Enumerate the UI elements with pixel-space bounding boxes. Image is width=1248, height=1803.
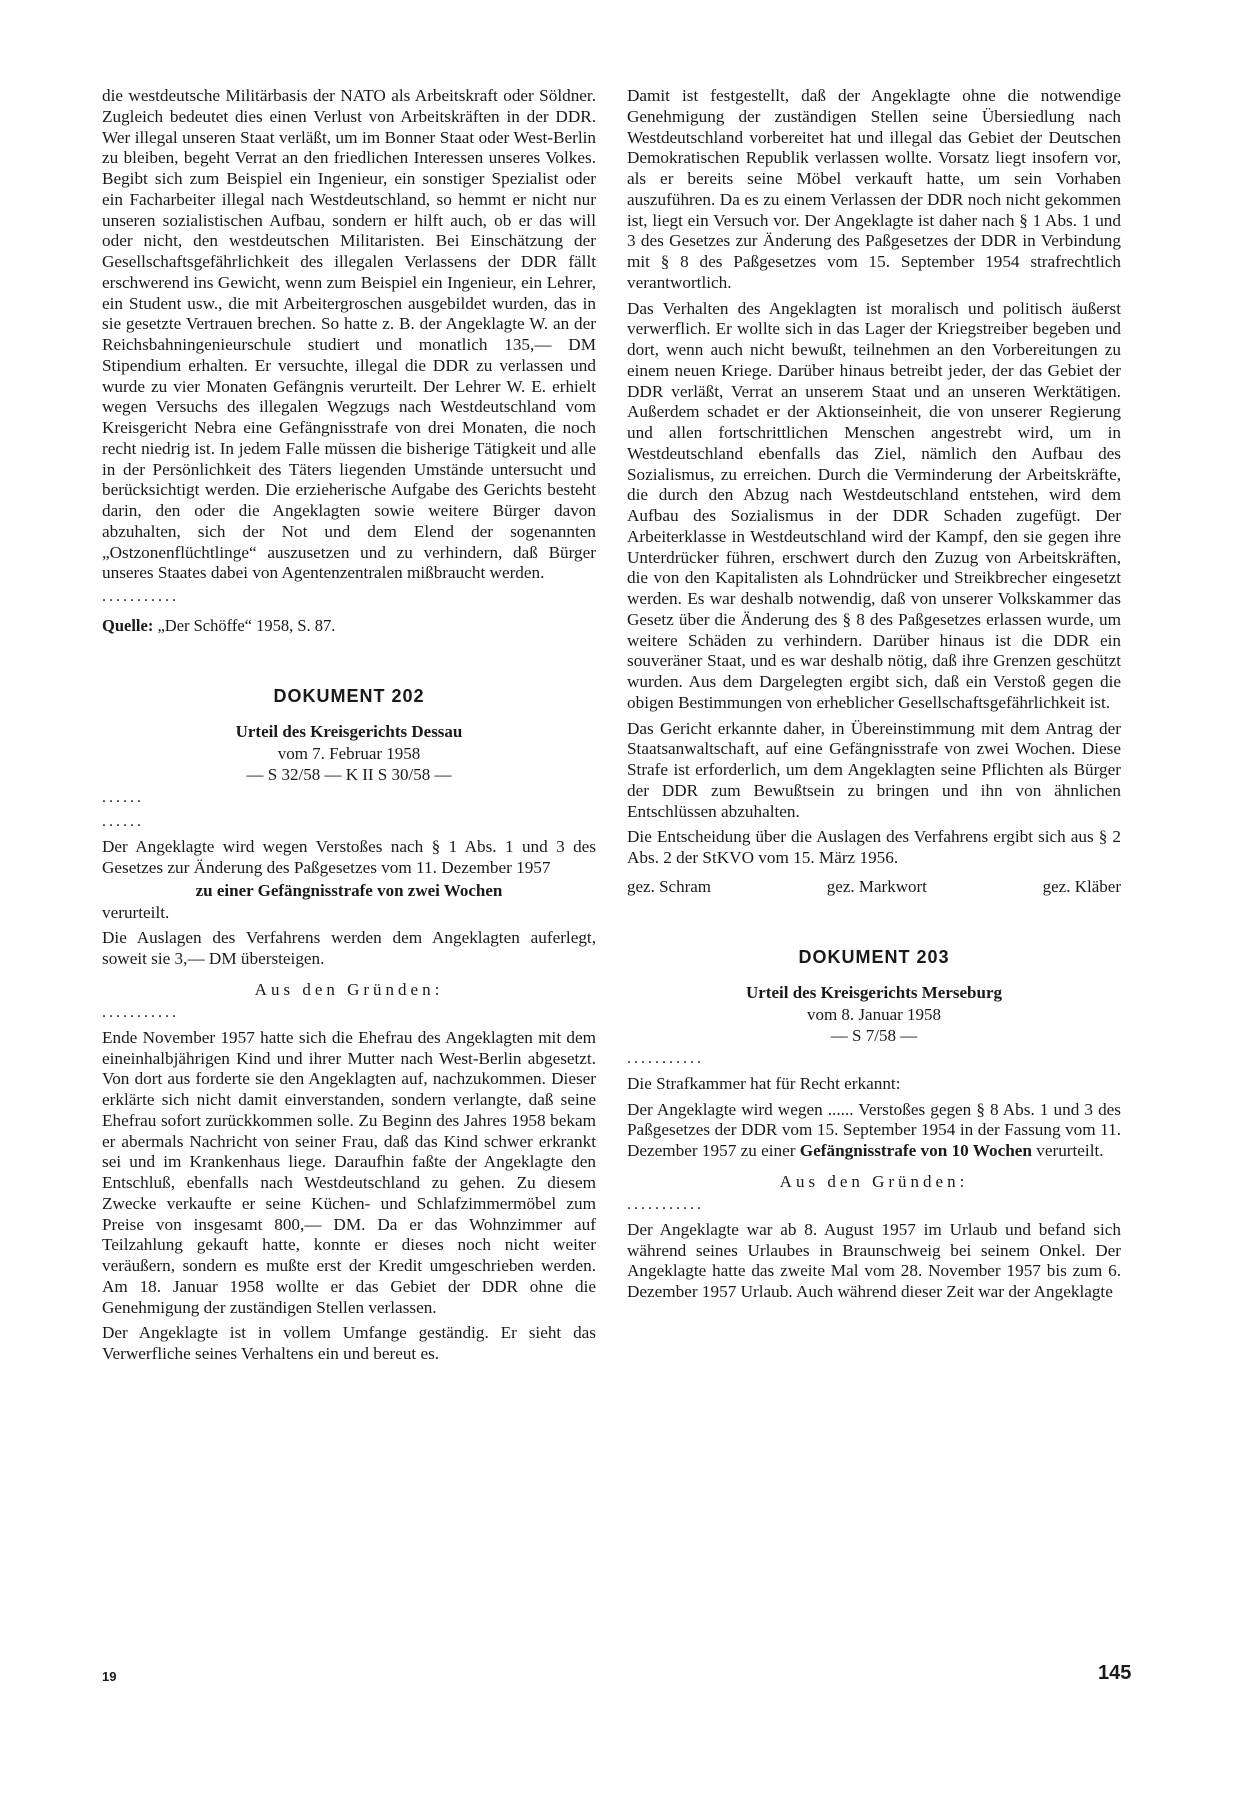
omission-dots: ........... (627, 1049, 704, 1067)
left-column (102, 86, 596, 1365)
source-text: „Der Schöffe“ 1958, S. 87. (157, 616, 336, 635)
document-202-confession: Der Angeklagte ist in vollem Umfange geständig. Er sieht das Verwerfliche seines Verhaltens ein und bereut es. (102, 1323, 596, 1363)
document-203-date: vom 8. Januar 1958 (806, 1004, 942, 1024)
document-202-facts: Ende November 1957 hatte sich die Ehefrau des Angeklagten mit dem eineinhalbjährigen Kind und ihrer Mutter nach West-Berlin abgesetzt. Von dort aus forderte sie den Angeklagten auf, nachzukommen. Dieser erklärte sich nicht damit einverstanden, sondern verlangte, daß seine Ehefrau sofort zurückkommen solle. Zu Beginn des Jahres 1958 bekam er abermals Nachricht von seiner Frau, daß das Kind schwer erkrankt sei und im Krankenhaus liege. Daraufhin faßte der Angeklagte den Entschluß, ebenfalls nach Westdeutschland zu gehen. Zu diesem Zwecke verkaufte er seine Küchen- und Schlafzimmermöbel zum Preise von insgesamt 800,— DM. Da er das Wohnzimmer auf Teilzahlung gekauft hatte, konnte er dieses noch nicht weiter veräußern, sondern es mußte erst der Kredit umgeschrieben werden. Am 18. Januar 1958 wollte er das Gebiet der DDR ohne die Genehmigung der zuständigen Stellen verlassen. (102, 1027, 596, 1317)
document-202-moral-judgement: Das Verhalten des Angeklagten ist moralisch und politisch äußerst verwerflich. Er wollte sich in das Lager der Kriegstreiber begeben und dort, wenn auch nicht bewußt, teilnehmen an den Vorbereitungen zu einem neuen Kriege. Darüber hinaus betreibt jeder, der das Gebiet der DDR verläßt, Verrat an unserem Staat und an unseren Werktätigen. Außerdem schadet er der Aktionseinheit, die von unserer Regierung und allen fortschrittlichen Menschen angestrebt wird, um in Westdeutschland ebenfalls das Ziel, nämlich den Aufbau des Sozialismus, zu erreichen. Durch die Verminderung der Arbeitskräfte, die durch den Abzug nach Westdeutschland entstehen, wird dem Aufbau des Sozialismus in der DDR Schaden zugefügt. Der Arbeiterklasse in Westdeutschland wird der Kampf, den sie gegen ihre Unterdrücker führen, erschwert durch den Zuzug von Arbeitskräften, die von den Kapitalisten als Lohndrücker und Streikbrecher eingesetzt werden. Es war deshalb notwendig, daß von unserer Volkskammer das Gesetz über die Änderung des § 8 des Paßgesetzes erlassen wurde, um weitere Schäden zu verhindern. Darüber hinaus ist die DDR ein souveräner Staat, und es war deshalb nötig, daß ihre Grenzen geschützt wurden. Aus dem Dargelegten ergibt sich, daß ein Verstoß gegen die obigen Bestimmungen von erheblicher Gesellschaftsgefährlichkeit ist. (627, 298, 1121, 712)
document-203-facts: Der Angeklagte war ab 8. August 1957 im Urlaub und befand sich während seines Urlaubes in Braunschweig bei seinem Onkel. Der Angeklagte hatte das zweite Mal vom 28. November 1957 bis zum 6. Dezember 1957 Urlaub. Auch während dieser Zeit war der Angeklagte (627, 1219, 1121, 1301)
document-202-reference: — S 32/58 — K II S 30/58 — (246, 765, 452, 784)
intro-paragraph: die westdeutsche Militärbasis der NATO als Arbeitskraft oder Söldner. Zugleich bedeutet dies einen Verlust von Arbeitskräften in der DDR. Wer illegal unseren Staat verläßt, um im Bonner Staat oder West-Berlin zu bleiben, begeht Verrat an den friedlichen Interessen unseres Volkes. Begibt sich zum Beispiel ein Ingenieur, ein sonstiger Spezialist oder ein Facharbeiter illegal nach Westdeutschland, so hemmt er nicht nur unseren sozialistischen Aufbau, sondern er hilft auch, ob er das will oder nicht, den westdeutschen Militaristen. Bei Einschätzung der Gesellschaftsgefährlichkeit des illegalen Verlassens der DDR fällt erschwerend ins Gewicht, wenn zum Beispiel ein Ingenieur, ein Lehrer, ein Student usw., die mit Arbeitergroschen ausgebildet wurden, das in sie gesetzte Vertrauen brechen. So hatte z. B. der Angeklagte W. an der Reichsbahningenieurschule studiert und monatlich 135,— DM Stipendium erhalten. Er versuchte, illegal die DDR zu verlassen und wurde zu vier Monaten Gefängnis verurteilt. Der Lehrer W. E. erhielt wegen Versuchs des illegalen Wegzugs nach Westdeutschland vom Kreisgericht Nebra eine Gefängnisstrafe von drei Monaten, die noch recht niedrig ist. In jedem Falle müssen die bisherige Tätigkeit und alle in der Persönlichkeit des Täters liegenden Umstände untersucht und berücksichtigt werden. Die erzieherische Aufgabe des Gerichts besteht darin, den oder die Angeklagten sowie weitere Bürger davon abzuhalten, sich der Not und dem Elend der sogenannten „Ostzonenflüchtlinge“ auszusetzen und zu verhindern, daß Bürger unseres Staates dabei von Agentenzentralen mißbraucht werden. (102, 86, 596, 583)
document-203-tenor-intro: Die Strafkammer hat für Recht erkannt: (627, 1073, 901, 1093)
right-column (627, 86, 1121, 1303)
tenor-end: verurteilt. (1036, 1141, 1104, 1160)
document-202-verdict: zu einer Gefängnisstrafe von zwei Wochen (195, 880, 503, 900)
document-202-reasons-heading: Aus den Gründen: (254, 979, 444, 999)
document-202-verdict-intro: Der Angeklagte wird wegen Verstoßes nach § 1 Abs. 1 und 3 des Gesetzes zur Änderung des Paßgesetzes vom 11. Dezember 1957 (102, 837, 596, 877)
source-line (102, 616, 596, 636)
document-203-title: DOKUMENT 203 (798, 946, 950, 967)
document-203-reasons-heading: Aus den Gründen: (779, 1171, 969, 1191)
document-202-verdict-end: verurteilt. (102, 902, 170, 922)
tenor-sentence: Gefängnisstrafe von 10 Wochen (799, 1141, 1032, 1160)
document-202-title: DOKUMENT 202 (273, 686, 425, 706)
signature-mark: 19 (102, 1669, 117, 1684)
omission-dots: ...... (102, 789, 144, 806)
omission-dots: ...... (102, 813, 144, 830)
signatures (627, 877, 1121, 897)
document-203-court: Urteil des Kreisgerichts Merseburg (745, 982, 1003, 1002)
signature-schram: gez. Schram (627, 876, 712, 896)
document-202-date: vom 7. Februar 1958 (277, 744, 421, 763)
signature-klaeber: gez. Kläber (1042, 876, 1121, 896)
document-202-court: Urteil des Kreisgerichts Dessau (235, 722, 463, 741)
document-202-sentence-reason: Das Gericht erkannte daher, in Übereinstimmung mit dem Antrag der Staatsanwaltschaft, auf eine Gefängnisstrafe von zwei Wochen. Diese Strafe ist erforderlich, um dem Angeklagten seine Pflichten als Bürger der DDR zum Bewußtsein zu bringen und ihn von ähnlichen Entschlüssen abzuhalten. (627, 718, 1121, 821)
tenor-start: Der Angeklagte wird wegen ...... Verstoßes gegen § 8 Abs. 1 und 3 des Paßgesetzes der DDR vom 15. September 1954 in der Fassung vom 11. Dezember 1957 zu einer (627, 1099, 1121, 1160)
omission-dots: ........... (102, 1003, 179, 1021)
document-202-costs: Die Auslagen des Verfahrens werden dem Angeklagten auferlegt, soweit sie 3,— DM übersteigen. (102, 928, 596, 968)
document-202-costs-basis: Die Entscheidung über die Auslagen des Verfahrens ergibt sich aus § 2 Abs. 2 der StKVO vom 15. März 1956. (627, 827, 1121, 867)
document-203-tenor (627, 1100, 1121, 1162)
document-203-reference: — S 7/58 — (830, 1025, 918, 1045)
omission-dots: ........... (102, 588, 179, 605)
source-label: Quelle: (102, 616, 154, 635)
omission-dots: ........... (627, 1195, 704, 1213)
signature-markwort: gez. Markwort (826, 876, 927, 896)
page-number: 145 (1098, 1662, 1132, 1684)
document-202-assessment: Damit ist festgestellt, daß der Angeklagte ohne die notwendige Genehmigung der zuständigen Stellen seine Übersiedlung nach Westdeutschland vorbereitet hat und illegal das Gebiet der Deutschen Demokratischen Republik verlassen wollte. Vorsatz liegt insofern vor, als er bereits seine Möbel verkauft hatte, um sein Vorhaben auszuführen. Da es zu einem Verlassen der DDR noch nicht gekommen ist, liegt ein Versuch vor. Der Angeklagte ist daher nach § 1 Abs. 1 und 3 des Gesetzes zur Änderung des Paßgesetzes der DDR in Verbindung mit § 8 des Paßgesetzes vom 15. September 1954 strafrechtlich verantwortlich. (627, 86, 1121, 292)
